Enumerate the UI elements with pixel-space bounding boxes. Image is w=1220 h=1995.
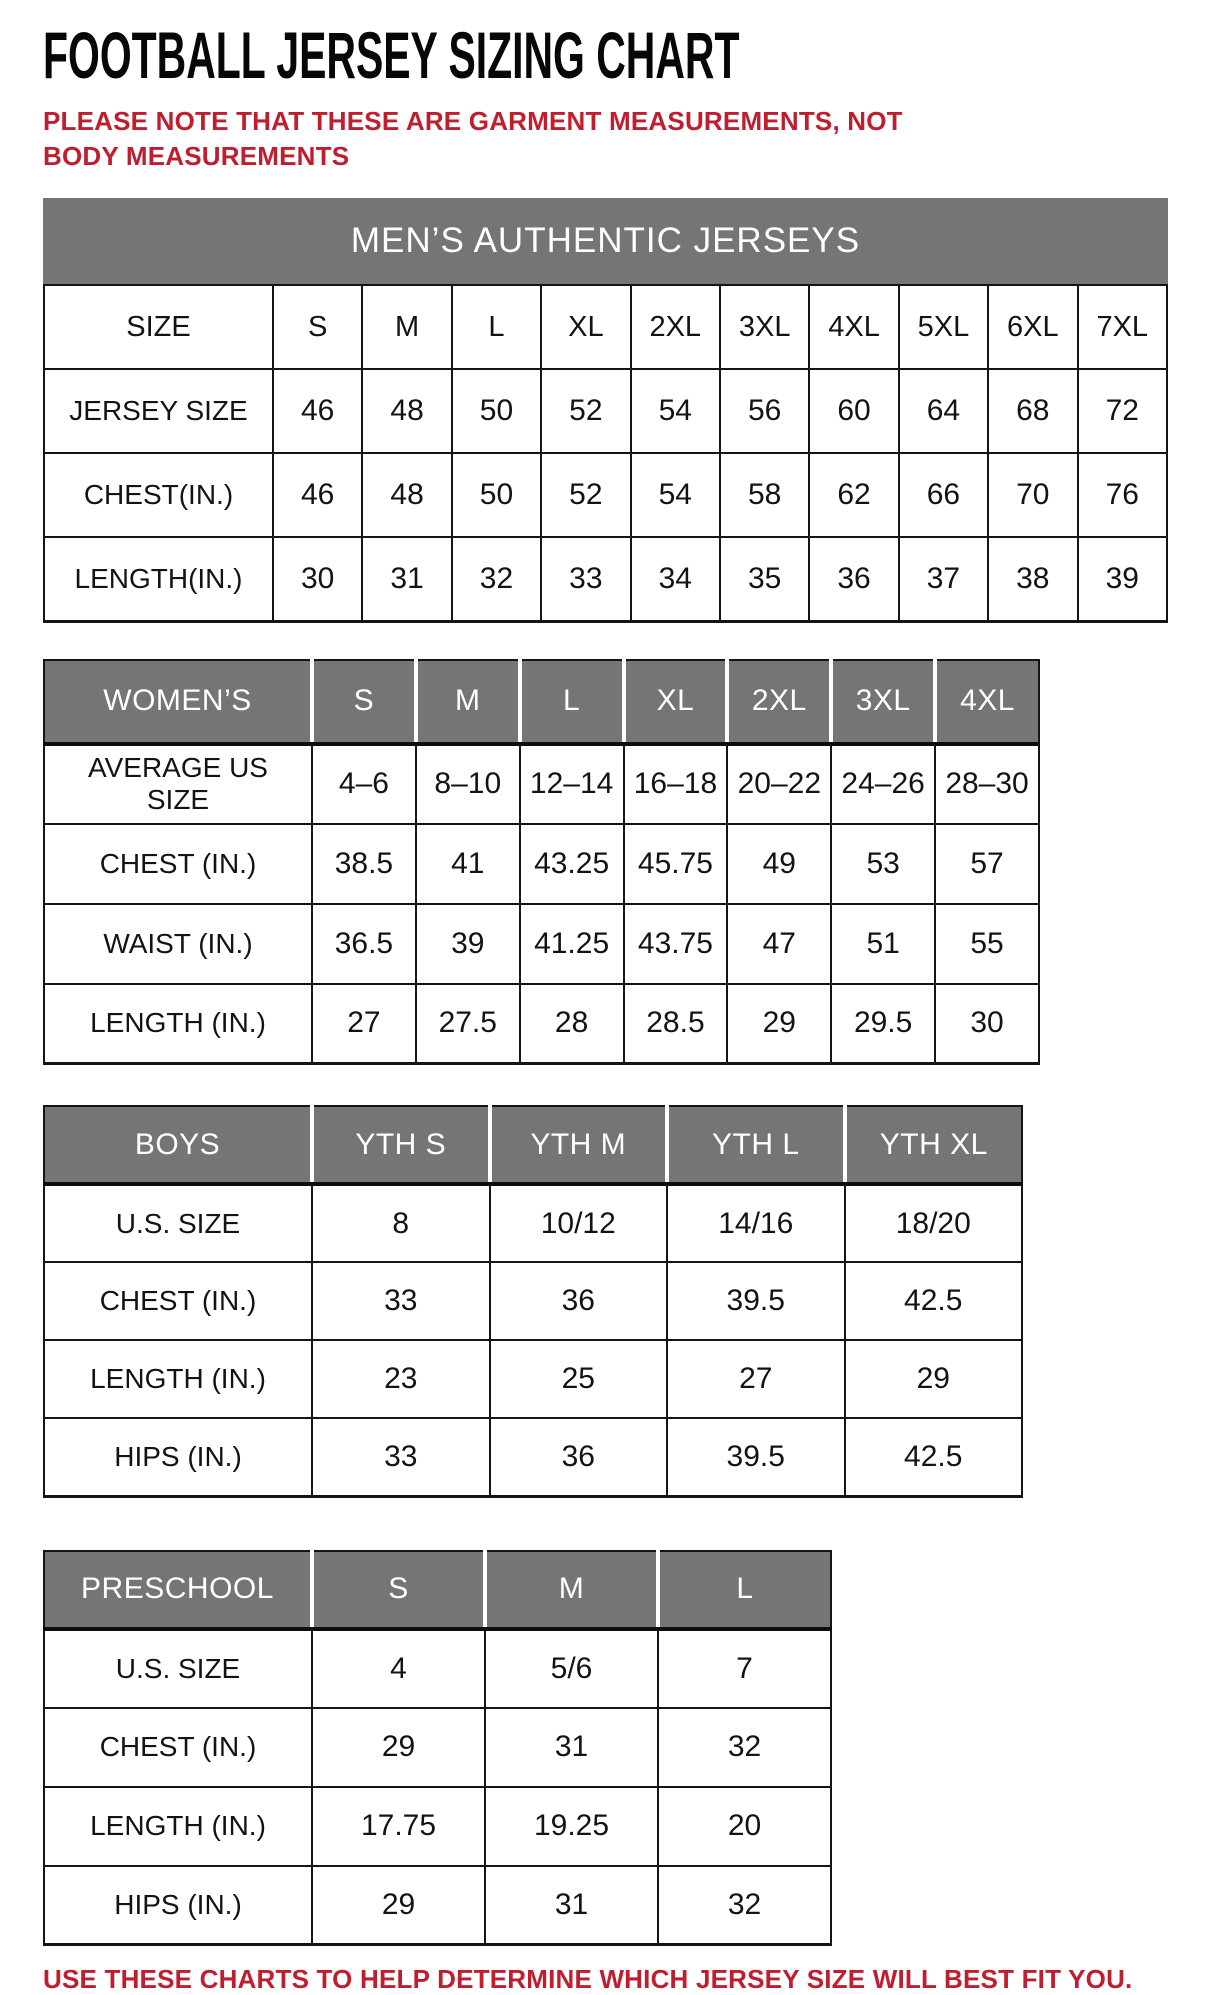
value-cell: 43.25: [520, 824, 624, 904]
table-row: [44, 537, 1167, 621]
value-cell: 39.5: [667, 1262, 845, 1340]
value-cell: 42.5: [845, 1262, 1023, 1340]
header-size-cell: 3XL: [831, 660, 935, 744]
page-title: FOOTBALL JERSEY SIZING CHART: [43, 18, 740, 92]
value-cell: 36: [809, 537, 898, 621]
row-label-cell: AVERAGE US SIZE: [44, 744, 312, 824]
value-cell: 8–10: [416, 744, 520, 824]
table-row: [44, 369, 1167, 453]
value-cell: 43.75: [624, 904, 728, 984]
value-cell: 29: [845, 1340, 1023, 1418]
mens-sizing-table: [43, 284, 1168, 623]
header-size-cell: 6XL: [988, 285, 1077, 369]
value-cell: 31: [485, 1866, 658, 1945]
value-cell: 32: [658, 1866, 831, 1945]
header-size-cell: 2XL: [631, 285, 720, 369]
row-label-cell: HIPS (IN.): [44, 1866, 312, 1945]
table-row: [44, 904, 1039, 984]
value-cell: 48: [362, 369, 451, 453]
value-cell: 39: [416, 904, 520, 984]
value-cell: 20–22: [727, 744, 831, 824]
header-size-cell: M: [485, 1551, 658, 1629]
header-size-cell: M: [416, 660, 520, 744]
value-cell: 27: [312, 984, 416, 1064]
header-size-cell: L: [658, 1551, 831, 1629]
value-cell: 42.5: [845, 1418, 1023, 1496]
value-cell: 56: [720, 369, 809, 453]
value-cell: 31: [485, 1708, 658, 1787]
value-cell: 51: [831, 904, 935, 984]
value-cell: 66: [899, 453, 988, 537]
value-cell: 16–18: [624, 744, 728, 824]
value-cell: 54: [631, 453, 720, 537]
value-cell: 62: [809, 453, 898, 537]
value-cell: 32: [452, 537, 541, 621]
value-cell: 45.75: [624, 824, 728, 904]
header-size-cell: 4XL: [935, 660, 1039, 744]
header-size-cell: 3XL: [720, 285, 809, 369]
table-row: [44, 1866, 831, 1945]
header-label-cell: SIZE: [44, 285, 273, 369]
value-cell: 35: [720, 537, 809, 621]
value-cell: 20: [658, 1787, 831, 1866]
row-label-cell: LENGTH(IN.): [44, 537, 273, 621]
value-cell: 29: [727, 984, 831, 1064]
womens-sizing-table: [43, 659, 1040, 1066]
value-cell: 37: [899, 537, 988, 621]
header-row: [44, 1106, 1022, 1184]
mens-table-section: [43, 198, 1168, 623]
value-cell: 10/12: [490, 1184, 668, 1262]
value-cell: 33: [312, 1262, 490, 1340]
value-cell: 36.5: [312, 904, 416, 984]
row-label-cell: U.S. SIZE: [44, 1184, 312, 1262]
value-cell: 7: [658, 1629, 831, 1708]
row-label-cell: CHEST (IN.): [44, 1708, 312, 1787]
header-size-cell: XL: [541, 285, 630, 369]
value-cell: 58: [720, 453, 809, 537]
value-cell: 55: [935, 904, 1039, 984]
value-cell: 54: [631, 369, 720, 453]
value-cell: 41: [416, 824, 520, 904]
header-size-cell: 7XL: [1078, 285, 1167, 369]
value-cell: 24–26: [831, 744, 935, 824]
header-size-cell: S: [312, 1551, 485, 1629]
value-cell: 8: [312, 1184, 490, 1262]
value-cell: 27.5: [416, 984, 520, 1064]
row-label-cell: LENGTH (IN.): [44, 984, 312, 1064]
row-label-cell: WAIST (IN.): [44, 904, 312, 984]
preschool-sizing-table: [43, 1550, 832, 1947]
value-cell: 64: [899, 369, 988, 453]
row-label-cell: U.S. SIZE: [44, 1629, 312, 1708]
value-cell: 4: [312, 1629, 485, 1708]
value-cell: 36: [490, 1262, 668, 1340]
value-cell: 53: [831, 824, 935, 904]
header-size-cell: YTH XL: [845, 1106, 1023, 1184]
value-cell: 39: [1078, 537, 1167, 621]
table-row: [44, 1629, 831, 1708]
value-cell: 30: [273, 537, 362, 621]
value-cell: 28–30: [935, 744, 1039, 824]
value-cell: 46: [273, 453, 362, 537]
row-label-cell: LENGTH (IN.): [44, 1787, 312, 1866]
value-cell: 27: [667, 1340, 845, 1418]
header-label-cell: BOYS: [44, 1106, 312, 1184]
value-cell: 17.75: [312, 1787, 485, 1866]
row-label-cell: CHEST(IN.): [44, 453, 273, 537]
value-cell: 34: [631, 537, 720, 621]
row-label-cell: HIPS (IN.): [44, 1418, 312, 1496]
header-size-cell: YTH M: [490, 1106, 668, 1184]
value-cell: 38: [988, 537, 1077, 621]
value-cell: 25: [490, 1340, 668, 1418]
header-label-cell: WOMEN’S: [44, 660, 312, 744]
row-label-cell: JERSEY SIZE: [44, 369, 273, 453]
value-cell: 38.5: [312, 824, 416, 904]
value-cell: 70: [988, 453, 1077, 537]
value-cell: 36: [490, 1418, 668, 1496]
table-row: [44, 1418, 1022, 1496]
header-size-cell: M: [362, 285, 451, 369]
value-cell: 23: [312, 1340, 490, 1418]
value-cell: 50: [452, 369, 541, 453]
garment-measurements-note: PLEASE NOTE THAT THESE ARE GARMENT MEASUREMENTS, NOT BODY MEASUREMENTS: [43, 106, 903, 172]
header-row: [44, 1551, 831, 1629]
header-size-cell: 2XL: [727, 660, 831, 744]
value-cell: 32: [658, 1708, 831, 1787]
value-cell: 30: [935, 984, 1039, 1064]
table-row: [44, 824, 1039, 904]
row-label-cell: CHEST (IN.): [44, 824, 312, 904]
value-cell: 52: [541, 369, 630, 453]
value-cell: 52: [541, 453, 630, 537]
header-size-cell: S: [273, 285, 362, 369]
header-size-cell: 4XL: [809, 285, 898, 369]
table-row: [44, 1262, 1022, 1340]
header-size-cell: XL: [624, 660, 728, 744]
value-cell: 18/20: [845, 1184, 1023, 1262]
value-cell: 4–6: [312, 744, 416, 824]
value-cell: 57: [935, 824, 1039, 904]
value-cell: 48: [362, 453, 451, 537]
value-cell: 28: [520, 984, 624, 1064]
value-cell: 39.5: [667, 1418, 845, 1496]
value-cell: 31: [362, 537, 451, 621]
value-cell: 49: [727, 824, 831, 904]
value-cell: 33: [312, 1418, 490, 1496]
fit-advice-note: USE THESE CHARTS TO HELP DETERMINE WHICH JERSEY SIZE WILL BEST FIT YOU.: [43, 1964, 1133, 1995]
header-size-cell: L: [520, 660, 624, 744]
value-cell: 50: [452, 453, 541, 537]
header-row: [44, 660, 1039, 744]
table-row: [44, 984, 1039, 1064]
header-size-cell: YTH L: [667, 1106, 845, 1184]
value-cell: 29: [312, 1866, 485, 1945]
header-size-cell: L: [452, 285, 541, 369]
value-cell: 33: [541, 537, 630, 621]
table-row: [44, 453, 1167, 537]
header-size-cell: YTH S: [312, 1106, 490, 1184]
value-cell: 76: [1078, 453, 1167, 537]
value-cell: 68: [988, 369, 1077, 453]
value-cell: 60: [809, 369, 898, 453]
row-label-cell: CHEST (IN.): [44, 1262, 312, 1340]
header-size-cell: 5XL: [899, 285, 988, 369]
value-cell: 28.5: [624, 984, 728, 1064]
value-cell: 41.25: [520, 904, 624, 984]
header-size-cell: S: [312, 660, 416, 744]
table-row: [44, 1708, 831, 1787]
value-cell: 29: [312, 1708, 485, 1787]
header-label-cell: PRESCHOOL: [44, 1551, 312, 1629]
table-row: [44, 744, 1039, 824]
boys-sizing-table: [43, 1105, 1023, 1498]
table-row: [44, 1340, 1022, 1418]
value-cell: 72: [1078, 369, 1167, 453]
value-cell: 5/6: [485, 1629, 658, 1708]
value-cell: 19.25: [485, 1787, 658, 1866]
mens-table-banner: MEN’S AUTHENTIC JERSEYS: [43, 198, 1168, 284]
table-row: [44, 1787, 831, 1866]
value-cell: 14/16: [667, 1184, 845, 1262]
value-cell: 29.5: [831, 984, 935, 1064]
value-cell: 46: [273, 369, 362, 453]
value-cell: 47: [727, 904, 831, 984]
row-label-cell: LENGTH (IN.): [44, 1340, 312, 1418]
table-row: [44, 1184, 1022, 1262]
header-row: [44, 285, 1167, 369]
value-cell: 12–14: [520, 744, 624, 824]
